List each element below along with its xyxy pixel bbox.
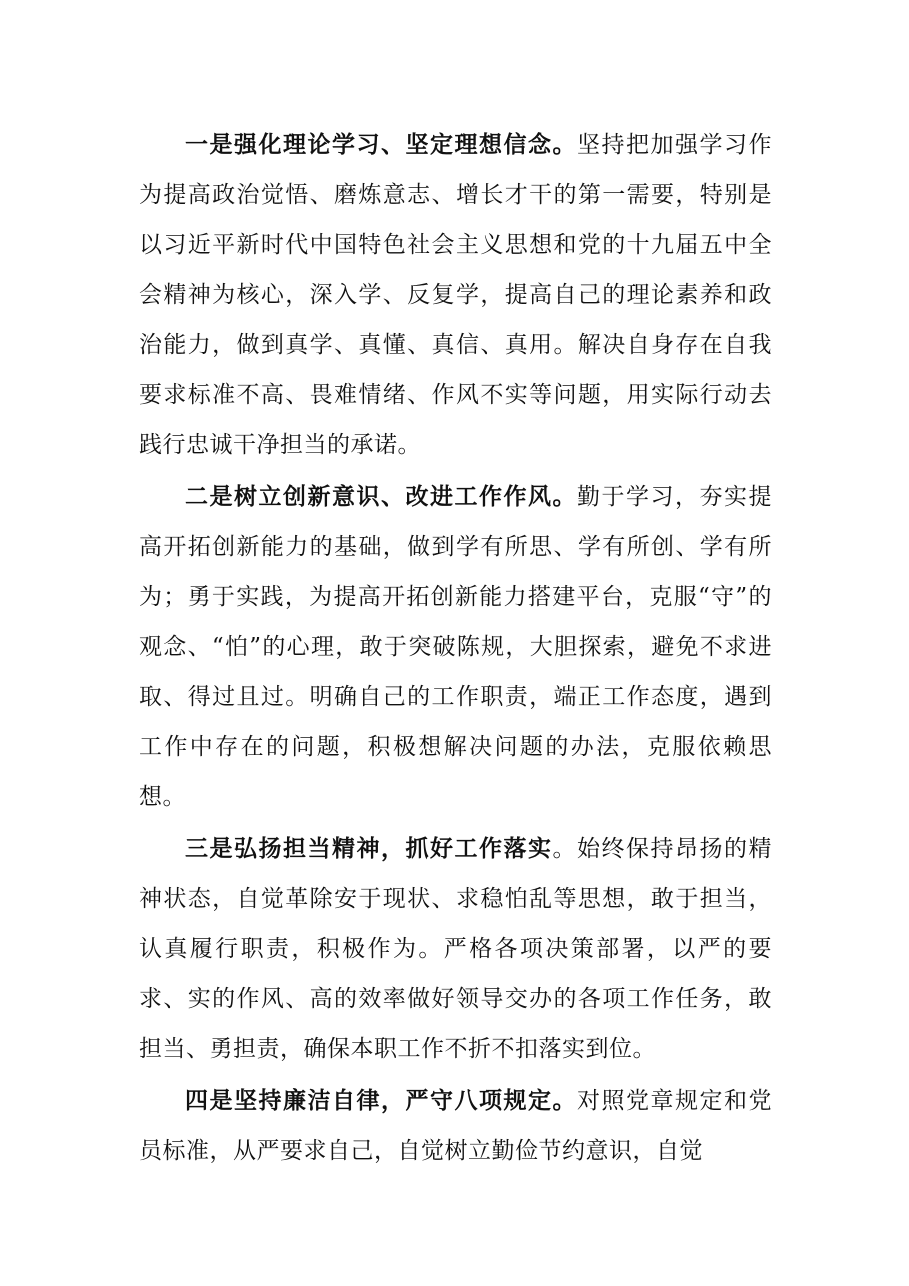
paragraph-4-text: 对照党章规定和党员标准，从严要求自己，自觉树立勤俭节约意识，自觉 xyxy=(139,1088,772,1164)
paragraph-2-text: 勤于学习，夯实提高开拓创新能力的基础，做到学有所思、学有所创、学有所为；勇于实践，为提高开拓创新能力搭建平台，克服“守”的观念、“怕”的心理，敢于突破陈规，大胆探索，避免不求进取、得过且过。明确自己的工作职责，端正工作态度，遇到工作中存在的问题，积极想解决问题的办法，克服依赖思想。 xyxy=(139,484,772,810)
paragraph-3-text: 。始终保持昂扬的精神状态，自觉革除安于现状、求稳怕乱等思想，敢于担当，认真履行职责，积极作为。严格各项决策部署，以严的要求、实的作风、高的效率做好领导交办的各项工作任务，敢担当、勇担责，确保本职工作不折不扣落实到位。 xyxy=(139,836,772,1062)
paragraph-3 xyxy=(139,824,772,1074)
document-body xyxy=(139,120,772,1179)
paragraph-3-heading: 三是弘扬担当精神，抓好工作落实 xyxy=(185,836,553,862)
paragraph-4 xyxy=(139,1076,772,1176)
paragraph-4-heading: 四是坚持廉洁自律，严守八项规定。 xyxy=(185,1088,577,1114)
paragraph-2-heading: 二是树立创新意识、改进工作作风。 xyxy=(185,484,577,510)
paragraph-1-heading: 一是强化理论学习、坚定理想信念。 xyxy=(185,132,577,158)
paragraph-2 xyxy=(139,472,772,822)
paragraph-1-text: 坚持把加强学习作为提高政治觉悟、磨炼意志、增长才干的第一需要，特别是以习近平新时代中国特色社会主义思想和党的十九届五中全会精神为核心，深入学、反复学，提高自己的理论素养和政治能力，做到真学、真懂、真信、真用。解决自身存在自我要求标准不高、畏难情绪、作风不实等问题，用实际行动去践行忠诚干净担当的承诺。 xyxy=(139,132,772,458)
paragraph-1 xyxy=(139,120,772,470)
